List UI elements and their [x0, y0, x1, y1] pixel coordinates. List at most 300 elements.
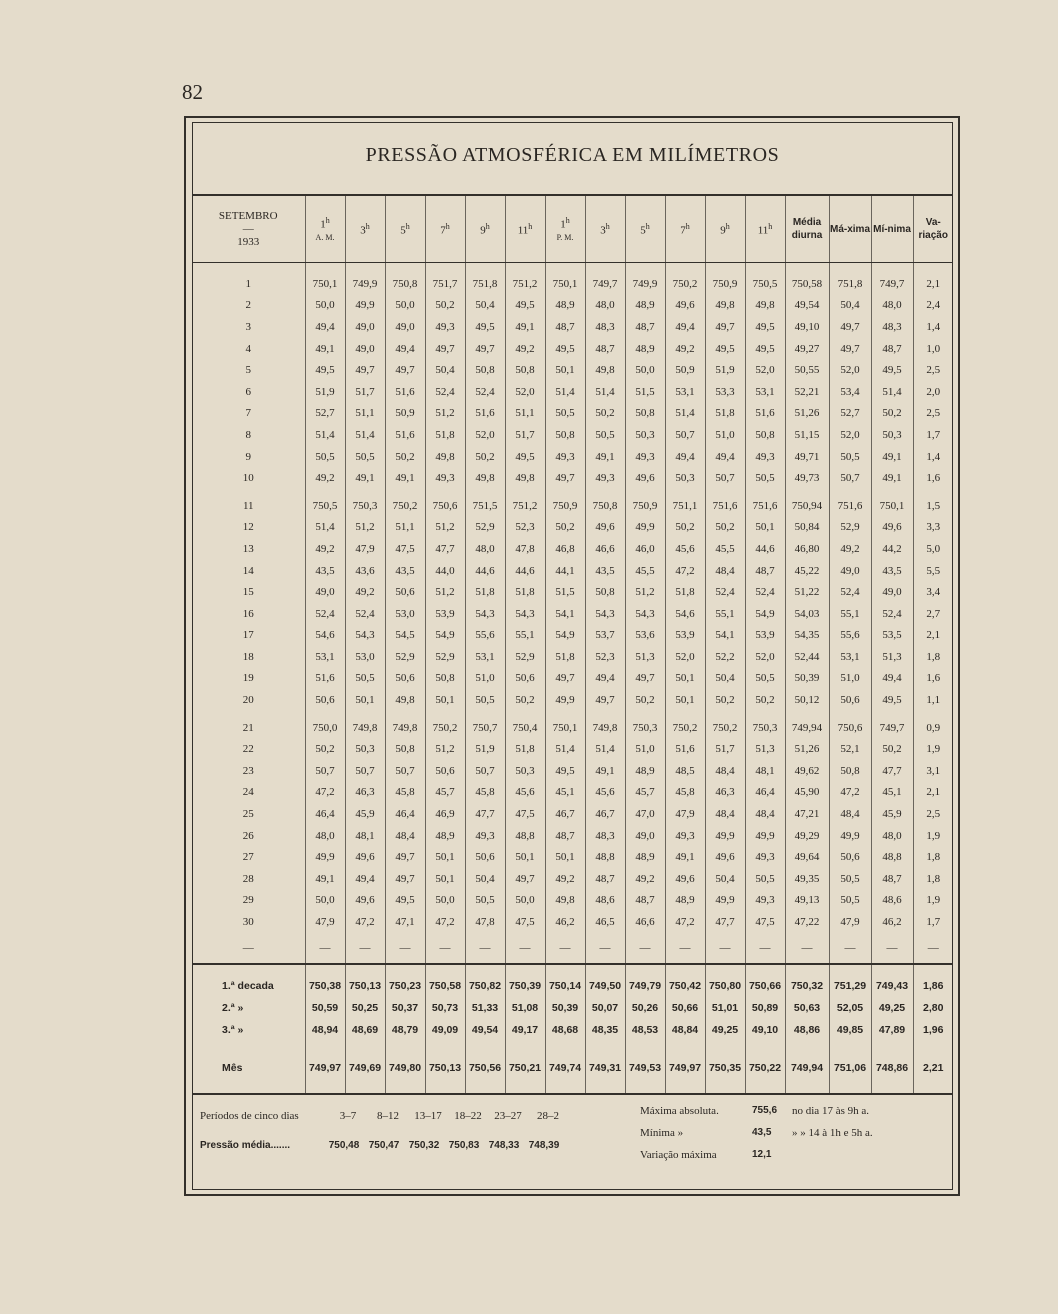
summary-value: 750,13: [345, 964, 385, 997]
value-cell: 48,0: [871, 295, 913, 317]
hour-suffix: h: [445, 222, 450, 232]
periods-label: Períodos de cinco dias: [200, 1110, 299, 1122]
value-cell: 49,4: [385, 338, 425, 360]
value-cell: 49,7: [345, 359, 385, 381]
hour-value: 3$^h$: [600, 222, 610, 237]
value-cell: 749,9: [345, 263, 385, 295]
value-cell: 51,4: [545, 738, 585, 760]
value-cell: 49,8: [745, 295, 785, 317]
value-cell: 49,2: [505, 338, 545, 360]
value-cell: 47,21: [785, 803, 829, 825]
value-cell: 49,9: [705, 825, 745, 847]
value-cell: 50,8: [425, 668, 465, 690]
value-cell: 53,1: [465, 646, 505, 668]
variacao-header: [913, 196, 953, 263]
value-cell: 48,9: [625, 846, 665, 868]
value-cell: 49,3: [625, 446, 665, 468]
value-cell: 50,8: [585, 581, 625, 603]
summary-value: 49,17: [505, 1019, 545, 1041]
table-row: [192, 711, 953, 739]
summary-value: 750,23: [385, 964, 425, 997]
value-cell: 51,0: [465, 668, 505, 690]
year-label: 1933: [237, 235, 260, 248]
value-cell: 750,2: [425, 711, 465, 739]
value-cell: 47,5: [745, 911, 785, 933]
value-cell: 47,9: [665, 803, 705, 825]
value-cell: 751,2: [505, 489, 545, 517]
value-cell: 50,8: [545, 424, 585, 446]
summary-rows: [192, 964, 953, 1094]
value-cell: 50,4: [829, 295, 871, 317]
hour-value: 7$^h$: [680, 222, 690, 237]
summary-value: 749,74: [545, 1041, 585, 1094]
value-cell: 48,7: [585, 338, 625, 360]
value-cell: 48,6: [871, 890, 913, 912]
value-cell: 48,1: [745, 760, 785, 782]
value-cell: 48,9: [545, 295, 585, 317]
value-cell: 750,9: [625, 489, 665, 517]
value-cell: 750,8: [385, 263, 425, 295]
value-cell: 47,5: [505, 803, 545, 825]
value-cell: 750,58: [785, 263, 829, 295]
media-header: [785, 196, 829, 263]
value-cell: 1,6: [913, 467, 953, 489]
hour-value: 5$^h$: [400, 222, 410, 237]
value-cell: 47,7: [425, 538, 465, 560]
value-cell: 749,8: [345, 711, 385, 739]
value-cell: 49,9: [705, 890, 745, 912]
value-cell: 44,6: [745, 538, 785, 560]
table-row: [192, 359, 953, 381]
media-header-text: Média diurna: [791, 217, 823, 241]
value-cell: 54,5: [385, 625, 425, 647]
value-cell: 750,2: [665, 263, 705, 295]
dash-cell: —: [465, 933, 505, 964]
value-cell: 750,6: [829, 711, 871, 739]
value-cell: 50,8: [465, 359, 505, 381]
month-label: SETEMBRO: [218, 209, 278, 222]
table-row: [192, 489, 953, 517]
value-cell: 45,7: [625, 782, 665, 804]
value-cell: 50,0: [625, 359, 665, 381]
value-cell: 48,8: [871, 846, 913, 868]
dash-cell: —: [625, 933, 665, 964]
value-cell: 46,7: [545, 803, 585, 825]
value-cell: 54,03: [785, 603, 829, 625]
dash-cell: —: [425, 933, 465, 964]
value-cell: 51,0: [829, 668, 871, 690]
max-absolute-detail: no dia 17 às 9h a.: [792, 1105, 869, 1117]
value-cell: 52,4: [871, 603, 913, 625]
value-cell: 1,9: [913, 890, 953, 912]
value-cell: 50,8: [829, 760, 871, 782]
min-absolute-value: 43,5: [752, 1127, 772, 1138]
value-cell: 49,62: [785, 760, 829, 782]
value-cell: 45,9: [871, 803, 913, 825]
value-cell: 751,6: [829, 489, 871, 517]
value-cell: 749,7: [871, 711, 913, 739]
summary-label: 1.ª decada: [192, 964, 305, 997]
maxima-header: [829, 196, 871, 263]
hour-value: 1$^h$: [320, 215, 330, 231]
value-cell: 48,4: [705, 760, 745, 782]
period-item: 28–2: [537, 1110, 559, 1122]
value-cell: 50,6: [465, 846, 505, 868]
value-cell: 49,1: [305, 868, 345, 890]
table-row: [192, 668, 953, 690]
value-cell: 50,4: [425, 359, 465, 381]
value-cell: 48,7: [625, 316, 665, 338]
value-cell: 47,5: [505, 911, 545, 933]
summary-value: 2,80: [913, 997, 953, 1019]
value-cell: 52,9: [829, 517, 871, 539]
summary-row: [192, 964, 953, 997]
value-cell: 49,0: [625, 825, 665, 847]
dash-cell: —: [829, 933, 871, 964]
value-cell: 48,9: [625, 760, 665, 782]
value-cell: 49,7: [505, 868, 545, 890]
value-cell: 48,9: [425, 825, 465, 847]
value-cell: 46,4: [305, 803, 345, 825]
day-cell: 13: [242, 542, 254, 555]
summary-value: 48,79: [385, 1019, 425, 1041]
value-cell: 51,7: [705, 738, 745, 760]
value-cell: 49,1: [305, 338, 345, 360]
pressure-table: [192, 196, 953, 1095]
value-cell: 45,1: [871, 782, 913, 804]
value-cell: 49,54: [785, 295, 829, 317]
table-row: [192, 868, 953, 890]
value-cell: 50,39: [785, 668, 829, 690]
value-cell: 43,5: [871, 560, 913, 582]
table-row: [192, 538, 953, 560]
value-cell: 50,2: [625, 689, 665, 711]
value-cell: 51,22: [785, 581, 829, 603]
value-cell: 48,7: [745, 560, 785, 582]
value-cell: 52,4: [705, 581, 745, 603]
value-cell: 49,4: [665, 316, 705, 338]
value-cell: 48,6: [585, 890, 625, 912]
header-row: [192, 196, 953, 263]
summary-value: 49,25: [871, 997, 913, 1019]
value-cell: 2,5: [913, 403, 953, 425]
table-row: [192, 581, 953, 603]
value-cell: 49,35: [785, 868, 829, 890]
value-cell: 50,8: [745, 424, 785, 446]
summary-value: 750,21: [505, 1041, 545, 1094]
value-cell: 50,84: [785, 517, 829, 539]
value-cell: 749,7: [585, 263, 625, 295]
day-cell: 14: [242, 564, 254, 577]
day-cell: 6: [245, 385, 251, 398]
value-cell: 45,6: [585, 782, 625, 804]
value-cell: 47,0: [625, 803, 665, 825]
value-cell: 2,7: [913, 603, 953, 625]
value-cell: 51,2: [425, 403, 465, 425]
periods-list: [328, 1110, 568, 1122]
value-cell: 750,2: [705, 711, 745, 739]
value-cell: 49,71: [785, 446, 829, 468]
value-cell: 47,1: [385, 911, 425, 933]
value-cell: 49,5: [745, 316, 785, 338]
max-absolute-label: Máxima absoluta.: [640, 1105, 719, 1117]
value-cell: 50,9: [665, 359, 705, 381]
value-cell: 52,3: [505, 517, 545, 539]
summary-value: 748,86: [871, 1041, 913, 1094]
summary-value: 51,33: [465, 997, 505, 1019]
value-cell: 49,6: [345, 846, 385, 868]
table-row: [192, 760, 953, 782]
value-cell: 47,2: [829, 782, 871, 804]
value-cell: 55,6: [465, 625, 505, 647]
value-cell: 751,8: [465, 263, 505, 295]
value-cell: 50,7: [385, 760, 425, 782]
value-cell: 751,6: [705, 489, 745, 517]
value-cell: 49,8: [585, 359, 625, 381]
value-cell: 52,4: [745, 581, 785, 603]
value-cell: 48,0: [871, 825, 913, 847]
summary-value: 50,07: [585, 997, 625, 1019]
value-cell: 1,6: [913, 668, 953, 690]
value-cell: 49,6: [665, 295, 705, 317]
day-cell: 10: [242, 472, 254, 485]
table-row: [192, 825, 953, 847]
value-cell: 750,5: [745, 263, 785, 295]
table-row: [192, 782, 953, 804]
value-cell: 50,9: [385, 403, 425, 425]
value-cell: 49,9: [545, 689, 585, 711]
value-cell: 43,5: [585, 560, 625, 582]
value-cell: 751,7: [425, 263, 465, 295]
value-cell: 51,2: [345, 517, 385, 539]
value-cell: 44,0: [425, 560, 465, 582]
value-cell: 49,2: [305, 538, 345, 560]
max-variation-value: 12,1: [752, 1149, 772, 1160]
hour-header: [305, 196, 345, 263]
dash-cell: —: [385, 933, 425, 964]
value-cell: 51,6: [305, 668, 345, 690]
value-cell: 49,4: [345, 868, 385, 890]
value-cell: 49,7: [385, 846, 425, 868]
value-cell: 749,9: [625, 263, 665, 295]
value-cell: 46,8: [545, 538, 585, 560]
value-cell: 49,6: [705, 846, 745, 868]
summary-value: 52,05: [829, 997, 871, 1019]
summary-value: 48,94: [305, 1019, 345, 1041]
value-cell: 54,3: [465, 603, 505, 625]
day-cell: 4: [245, 342, 251, 355]
value-cell: 49,8: [705, 295, 745, 317]
value-cell: 50,8: [385, 738, 425, 760]
value-cell: 50,7: [829, 467, 871, 489]
summary-value: 750,82: [465, 964, 505, 997]
summary-value: 750,80: [705, 964, 745, 997]
value-cell: 1,8: [913, 646, 953, 668]
value-cell: 48,3: [871, 316, 913, 338]
day-cell: 11: [242, 499, 254, 512]
summary-value: 50,89: [745, 997, 785, 1019]
value-cell: 49,5: [305, 359, 345, 381]
value-cell: 46,4: [385, 803, 425, 825]
value-cell: 49,1: [871, 446, 913, 468]
value-cell: 751,5: [465, 489, 505, 517]
value-cell: 751,8: [829, 263, 871, 295]
table-row: [192, 803, 953, 825]
value-cell: 52,3: [585, 646, 625, 668]
day-cell: 25: [242, 808, 254, 821]
table-row: [192, 646, 953, 668]
value-cell: 53,1: [665, 381, 705, 403]
value-cell: 750,2: [385, 489, 425, 517]
value-cell: 48,0: [305, 825, 345, 847]
table-row: [192, 625, 953, 647]
value-cell: 45,8: [465, 782, 505, 804]
value-cell: 49,7: [585, 689, 625, 711]
summary-value: 51,01: [705, 997, 745, 1019]
value-cell: 49,3: [425, 316, 465, 338]
value-cell: 50,5: [345, 446, 385, 468]
hour-value: 5$^h$: [640, 222, 650, 237]
value-cell: 49,0: [305, 581, 345, 603]
value-cell: 49,8: [505, 467, 545, 489]
value-cell: 52,4: [305, 603, 345, 625]
value-cell: 52,4: [345, 603, 385, 625]
value-cell: 46,6: [625, 911, 665, 933]
value-cell: 51,0: [705, 424, 745, 446]
value-cell: 750,1: [871, 489, 913, 517]
value-cell: 52,7: [305, 403, 345, 425]
value-cell: 50,1: [665, 689, 705, 711]
day-cell: 15: [242, 586, 254, 599]
value-cell: 44,6: [465, 560, 505, 582]
value-cell: 1,4: [913, 316, 953, 338]
value-cell: 49,5: [745, 338, 785, 360]
value-cell: 49,2: [665, 338, 705, 360]
hour-value: 11$^h$: [757, 222, 773, 237]
value-cell: 47,2: [665, 911, 705, 933]
value-cell: 47,8: [465, 911, 505, 933]
day-cell: 19: [242, 672, 254, 685]
value-cell: 48,7: [585, 868, 625, 890]
value-cell: 49,9: [625, 517, 665, 539]
value-cell: 1,5: [913, 489, 953, 517]
value-cell: 50,4: [465, 868, 505, 890]
value-cell: 50,2: [871, 738, 913, 760]
value-cell: 49,8: [425, 446, 465, 468]
summary-value: 50,63: [785, 997, 829, 1019]
summary-value: 49,25: [705, 1019, 745, 1041]
value-cell: 54,35: [785, 625, 829, 647]
value-cell: 49,4: [585, 668, 625, 690]
table-row: [192, 263, 953, 295]
value-cell: 50,1: [425, 689, 465, 711]
value-cell: 54,6: [665, 603, 705, 625]
value-cell: 49,1: [585, 760, 625, 782]
summary-value: 750,14: [545, 964, 585, 997]
value-cell: 50,5: [745, 868, 785, 890]
value-cell: 750,0: [305, 711, 345, 739]
value-cell: 49,5: [465, 316, 505, 338]
summary-value: 50,73: [425, 997, 465, 1019]
pm-label: P. M.: [556, 233, 574, 243]
value-cell: 51,6: [385, 381, 425, 403]
day-cell: 12: [242, 521, 254, 534]
value-cell: 750,1: [545, 263, 585, 295]
value-cell: 52,9: [385, 646, 425, 668]
value-cell: 750,9: [705, 263, 745, 295]
value-cell: 51,8: [665, 581, 705, 603]
value-cell: 51,2: [425, 581, 465, 603]
value-cell: 51,6: [385, 424, 425, 446]
value-cell: 750,1: [545, 711, 585, 739]
value-cell: 48,7: [871, 868, 913, 890]
month-year-header: [192, 196, 305, 263]
summary-row: [192, 1019, 953, 1041]
value-cell: 1,1: [913, 689, 953, 711]
day-cell: 2: [245, 299, 251, 312]
value-cell: 51,4: [871, 381, 913, 403]
value-cell: 54,9: [745, 603, 785, 625]
table-row: [192, 846, 953, 868]
value-cell: 52,0: [505, 381, 545, 403]
value-cell: 750,94: [785, 489, 829, 517]
value-cell: 50,4: [705, 668, 745, 690]
hour-value: 1$^h$: [560, 215, 570, 231]
value-cell: 49,3: [545, 446, 585, 468]
value-cell: 49,2: [625, 868, 665, 890]
value-cell: 50,6: [829, 689, 871, 711]
value-cell: 54,3: [345, 625, 385, 647]
day-cell: 21: [242, 721, 254, 734]
value-cell: 48,9: [665, 890, 705, 912]
summary-value: 48,53: [625, 1019, 665, 1041]
value-cell: 52,9: [465, 517, 505, 539]
summary-value: 51,08: [505, 997, 545, 1019]
value-cell: 751,1: [665, 489, 705, 517]
table-row: [192, 689, 953, 711]
value-cell: 750,6: [425, 489, 465, 517]
value-cell: 46,5: [585, 911, 625, 933]
value-cell: 47,2: [425, 911, 465, 933]
value-cell: 46,0: [625, 538, 665, 560]
value-cell: 50,55: [785, 359, 829, 381]
summary-value: 749,53: [625, 1041, 665, 1094]
value-cell: 49,7: [545, 668, 585, 690]
value-cell: 49,1: [871, 467, 913, 489]
value-cell: 53,0: [385, 603, 425, 625]
value-cell: 49,1: [585, 446, 625, 468]
value-cell: 51,0: [625, 738, 665, 760]
maxima-header-text: Má-xima: [829, 223, 870, 235]
value-cell: 51,4: [305, 517, 345, 539]
value-cell: 53,3: [705, 381, 745, 403]
value-cell: 53,7: [585, 625, 625, 647]
value-cell: 50,7: [345, 760, 385, 782]
value-cell: 3,4: [913, 581, 953, 603]
summary-value: 749,97: [305, 1041, 345, 1094]
value-cell: 49,2: [545, 868, 585, 890]
day-cell: 22: [242, 743, 254, 756]
summary-value: 749,69: [345, 1041, 385, 1094]
value-cell: 50,6: [505, 668, 545, 690]
value-cell: 2,1: [913, 263, 953, 295]
value-cell: 49,0: [829, 560, 871, 582]
hour-header: [505, 196, 545, 263]
value-cell: 51,26: [785, 403, 829, 425]
table-footer: [200, 1098, 948, 1178]
value-cell: 43,6: [345, 560, 385, 582]
max-absolute-value: 755,6: [752, 1105, 778, 1116]
